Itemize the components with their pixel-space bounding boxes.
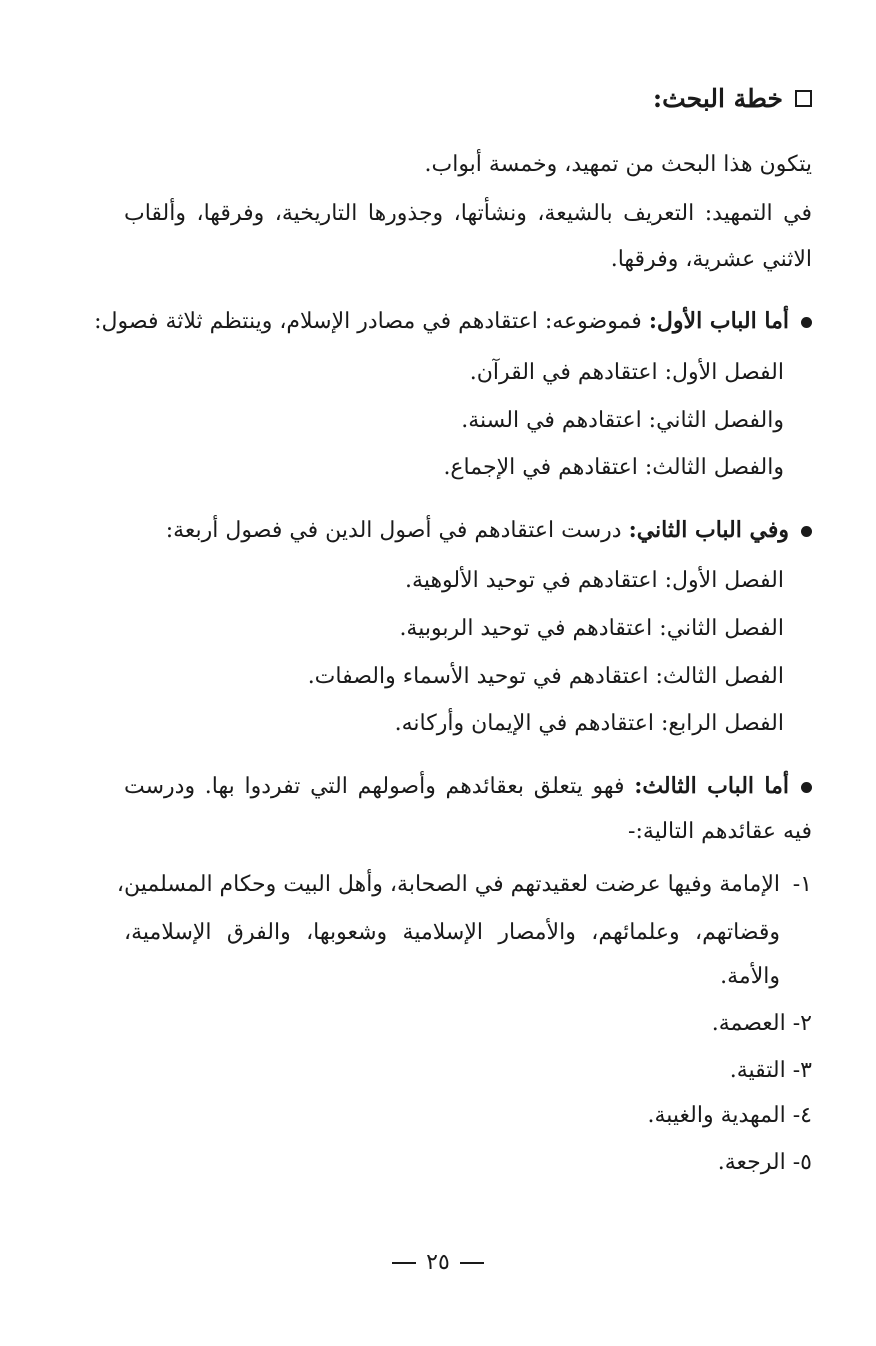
list-number: ٣- [792, 1058, 812, 1083]
list-number: ٥- [792, 1150, 812, 1175]
intro-line-2: في التمهيد: التعريف بالشيعة، ونشأتها، وجذورها التاريخية، وفرقها، وألقاب [124, 201, 812, 226]
list-item-text: الإمامة وفيها عرضت لعقيدتهم في الصحابة، وأهل البيت وحكام المسلمين، [116, 872, 780, 897]
part1-text: فموضوعه: اعتقادهم في مصادر الإسلام، وينتظم ثلاثة فصول: [94, 309, 642, 334]
list-item-text: الرجعة. [717, 1150, 786, 1175]
list-item-text: المهدية والغيبة. [647, 1103, 786, 1128]
part2-label: وفي الباب الثاني: [628, 517, 789, 543]
intro-line-1: يتكون هذا البحث من تمهيد، وخمسة أبواب. [424, 152, 812, 177]
part1-chapter: الفصل الأول: اعتقادهم في القرآن. [469, 360, 784, 385]
footer-dash [460, 1262, 484, 1264]
footer-dash [392, 1262, 416, 1264]
part2-text: درست اعتقادهم في أصول الدين في فصول أربعة: [165, 518, 622, 543]
bullet-icon [801, 526, 812, 537]
part1-paragraph [94, 306, 812, 337]
part2-chapter: الفصل الثالث: اعتقادهم في توحيد الأسماء والصفات. [307, 664, 784, 689]
intro-line-3: الاثني عشرية، وفرقها. [610, 247, 812, 272]
list-item [712, 1009, 812, 1039]
part1-chapter: والفصل الثاني: اعتقادهم في السنة. [461, 408, 784, 433]
part2-paragraph [166, 515, 812, 546]
checkbox-icon [795, 90, 812, 107]
part2-chapter: الفصل الأول: اعتقادهم في توحيد الألوهية. [405, 568, 784, 593]
part3-paragraph-line-2: فيه عقائدهم التالية:- [628, 819, 812, 844]
part2-chapter: الفصل الثاني: اعتقادهم في توحيد الربوبية. [399, 616, 784, 641]
part3-label: أما الباب الثالث: [634, 773, 789, 799]
list-item-text: العصمة. [711, 1011, 786, 1036]
list-item [730, 1056, 812, 1086]
bullet-icon [801, 782, 812, 793]
part3-paragraph-line-1 [124, 771, 812, 802]
list-number: ٢- [792, 1011, 812, 1036]
part3-text: فهو يتعلق بعقائدهم وأصولهم التي تفردوا بها. ودرست [124, 774, 625, 799]
list-item [647, 1101, 812, 1131]
part2-chapter: الفصل الرابع: اعتقادهم في الإيمان وأركانه. [394, 711, 784, 736]
heading-text: خطة البحث: [652, 84, 783, 113]
part1-label: أما الباب الأول: [648, 308, 789, 334]
part1-chapter: والفصل الثالث: اعتقادهم في الإجماع. [443, 455, 784, 480]
bullet-icon [801, 317, 812, 328]
list-number: ١- [792, 872, 812, 897]
list-item [718, 1148, 812, 1178]
list-number: ٤- [792, 1103, 812, 1128]
section-heading [653, 84, 812, 113]
list-item [793, 870, 812, 900]
page-number: ٢٥ [426, 1250, 450, 1275]
list-item-text: والأمة. [720, 964, 780, 989]
page-footer [0, 1250, 876, 1275]
list-item-text: التقية. [729, 1058, 786, 1083]
list-item-text: وقضاتهم، وعلمائهم، والأمصار الإسلامية وشعوبها، والفرق الإسلامية، [124, 920, 780, 945]
